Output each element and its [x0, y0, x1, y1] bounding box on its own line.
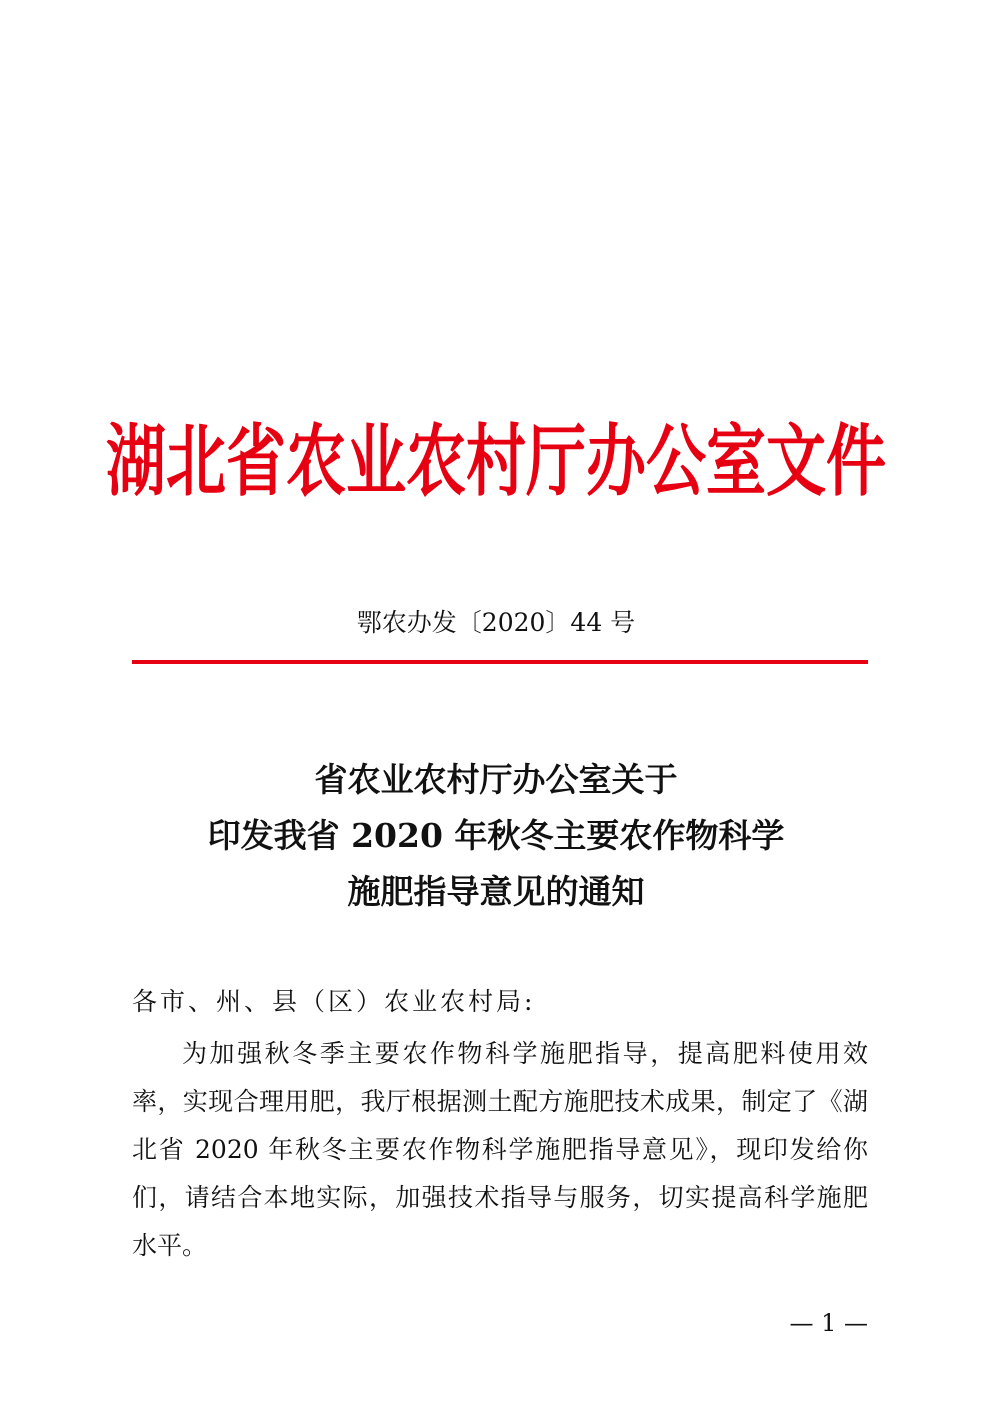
- page-number: — 1 —: [789, 1309, 868, 1337]
- red-divider-line: [132, 660, 868, 664]
- title-line: 印发我省 2020 年秋冬主要农作物科学: [207, 816, 785, 855]
- body-line: 为加强秋冬季主要农作物科学施肥指导，提高肥料使用效: [182, 1039, 868, 1068]
- body-line: 们，请结合本地实际，加强技术指导与服务，切实提高科学施肥: [132, 1183, 868, 1212]
- document-title: [0, 752, 992, 920]
- salutation: 各市、州、县（区）农业农村局:: [132, 987, 536, 1016]
- body-paragraph: [132, 1030, 868, 1270]
- title-line: 施肥指导意见的通知: [347, 872, 645, 911]
- title-line: 省农业农村厅办公室关于: [314, 760, 678, 799]
- document-number: 鄂农办发〔2020〕44 号: [356, 608, 636, 637]
- document-masthead: 湖北省农业农村厅办公室文件: [106, 416, 886, 508]
- body-line: 水平。: [132, 1231, 208, 1260]
- body-line: 北省 2020 年秋冬主要农作物科学施肥指导意见》，现印发给你: [132, 1135, 868, 1164]
- body-line: 率，实现合理用肥，我厅根据测土配方施肥技术成果，制定了《湖: [132, 1087, 868, 1116]
